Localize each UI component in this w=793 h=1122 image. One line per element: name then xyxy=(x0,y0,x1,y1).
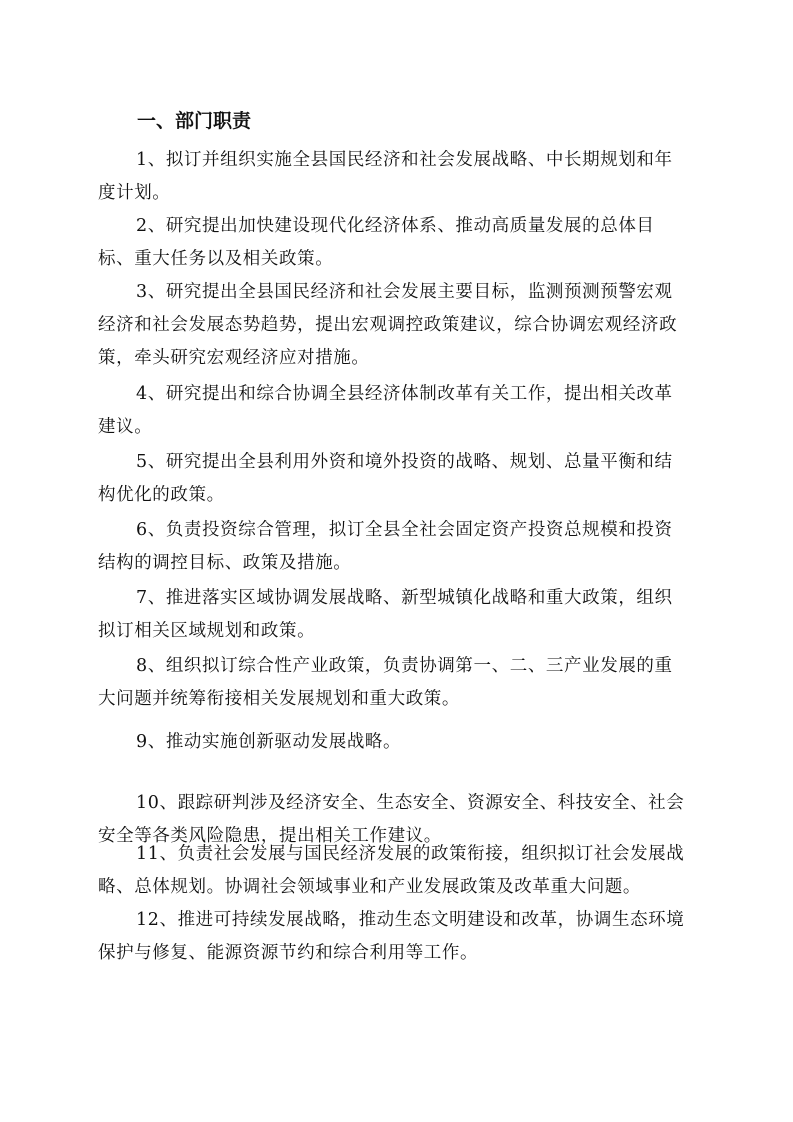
duty-line: 1、拟订并组织实施全县国民经济和社会发展战略、中长期规划和年 xyxy=(136,150,673,170)
duty-item-2 xyxy=(98,210,702,276)
duty-item-1 xyxy=(98,144,702,210)
duty-line: 2、研究提出加快建设现代化经济体系、推动高质量发展的总体目 xyxy=(136,216,655,236)
duty-item-5 xyxy=(98,446,702,512)
duty-line: 11、负责社会发展与国民经济发展的政策衔接，组织拟订社会发展战 xyxy=(136,844,685,864)
duty-line: 大问题并统筹衔接相关发展规划和重大政策。 xyxy=(98,689,460,709)
duty-item-6 xyxy=(98,514,702,580)
duty-line: 9、推动实施创新驱动发展战略。 xyxy=(136,732,402,752)
duty-line: 度计划。 xyxy=(98,183,171,203)
duty-item-11 xyxy=(98,838,702,904)
duty-line: 策，牵头研究宏观经济应对措施。 xyxy=(98,348,370,368)
duty-line: 标、重大任务以及相关政策。 xyxy=(98,249,334,269)
duty-line: 经济和社会发展态势趋势，提出宏观调控政策建议，综合协调宏观经济政 xyxy=(98,315,678,335)
duty-item-9 xyxy=(98,726,702,759)
duty-line: 结构的调控目标、政策及措施。 xyxy=(98,553,352,573)
duty-line: 拟订相关区域规划和政策。 xyxy=(98,621,316,641)
duty-item-4 xyxy=(98,378,702,444)
duty-line: 建议。 xyxy=(98,417,153,437)
duty-line: 10、跟踪研判涉及经济安全、生态安全、资源安全、科技安全、社会 xyxy=(136,793,685,813)
duty-line: 4、研究提出和综合协调全县经济体制改革有关工作，提出相关改革 xyxy=(136,384,673,404)
duty-line: 保护与修复、能源资源节约和综合利用等工作。 xyxy=(98,943,479,963)
duty-line: 12、推进可持续发展战略，推动生态文明建设和改革，协调生态环境 xyxy=(136,910,685,930)
duty-line: 构优化的政策。 xyxy=(98,485,225,505)
duty-item-7 xyxy=(98,582,702,648)
duty-item-12 xyxy=(98,904,702,970)
duty-line: 5、研究提出全县利用外资和境外投资的战略、规划、总量平衡和结 xyxy=(136,452,673,472)
duty-line: 3、研究提出全县国民经济和社会发展主要目标，监测预测预警宏观 xyxy=(136,282,673,302)
duty-line: 7、推进落实区域协调发展战略、新型城镇化战略和重大政策，组织 xyxy=(136,588,673,608)
duty-item-3 xyxy=(98,276,702,375)
duty-line: 6、负责投资综合管理，拟订全县全社会固定资产投资总规模和投资 xyxy=(136,520,673,540)
duty-item-8 xyxy=(98,650,702,716)
section-heading: 一、部门职责 xyxy=(137,110,252,132)
duty-line: 8、组织拟订综合性产业政策，负责协调第一、二、三产业发展的重 xyxy=(136,656,673,676)
duty-line: 略、总体规划。协调社会领域事业和产业发展政策及改革重大问题。 xyxy=(98,877,641,897)
duty-line: 安全等各类风险隐患，提出相关工作建议。 xyxy=(98,826,442,846)
